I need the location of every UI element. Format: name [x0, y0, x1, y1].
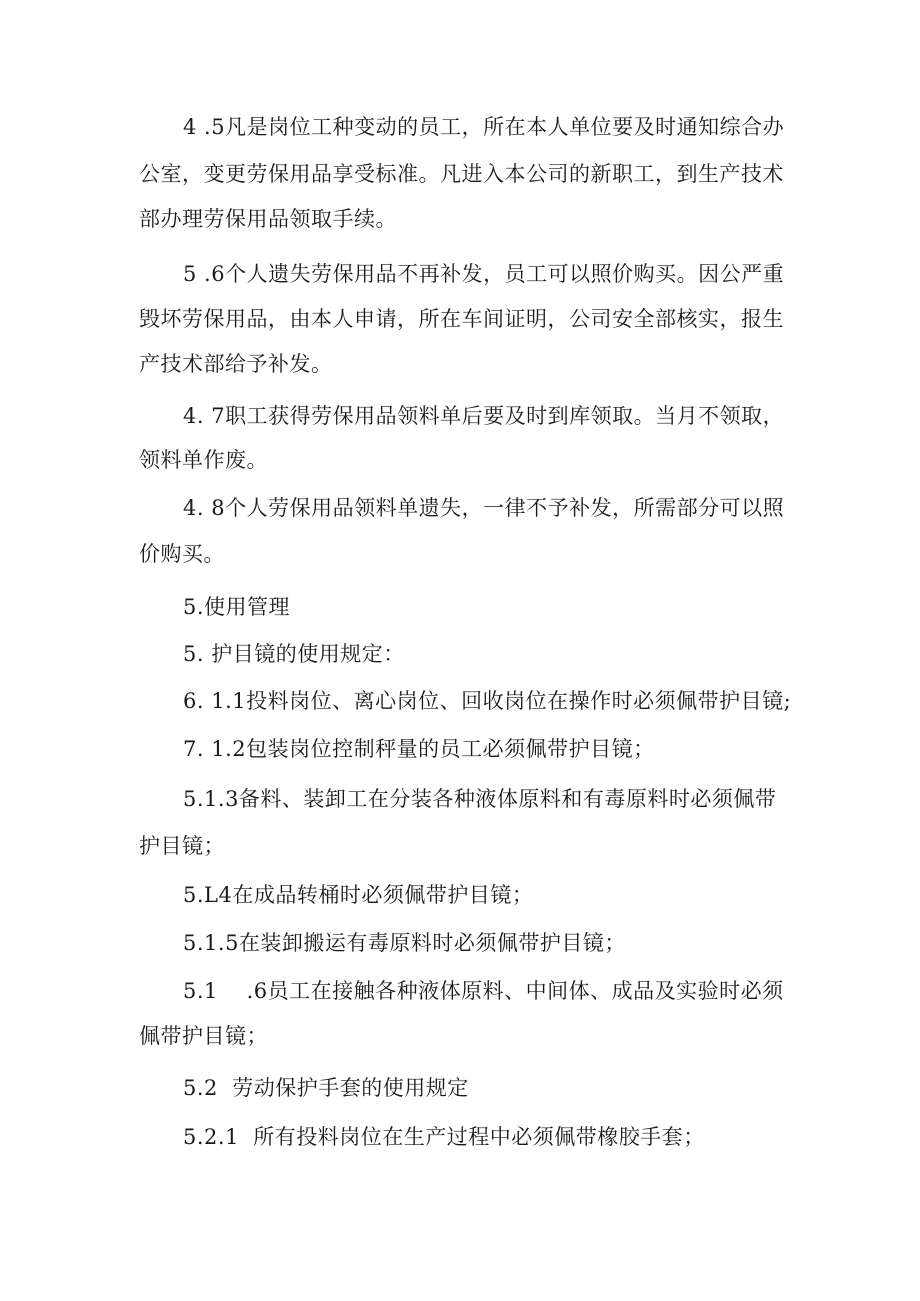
text-line: 护目镜；: [139, 834, 225, 858]
text-line: 5.1.3备料、装卸工在分装各种液体原料和有毒原料时必须佩带: [183, 787, 777, 811]
text-line: 毁坏劳保用品，由本人申请，所在车间证明，公司安全部核实，报生: [139, 307, 784, 331]
section-heading: 5.2 劳动保护手套的使用规定: [183, 1076, 469, 1100]
text-line: 产技术部给予补发。: [139, 352, 333, 376]
text-line: 5. 护目镜的使用规定：: [183, 642, 405, 666]
text-line: 6. 1.1投料岗位、离心岗位、回收岗位在操作时必须佩带护目镜;: [183, 689, 792, 713]
text-line: 4 .5凡是岗位工种变动的员工，所在本人单位要及时通知综合办: [183, 115, 785, 139]
text-line: 价购买。: [139, 542, 225, 566]
text-line: 公室，变更劳保用品享受标准。凡进入本公司的新职工，到生产技术: [139, 162, 784, 186]
text-line: 5.1 .6员工在接触各种液体原料、中间体、成品及实验时必须: [183, 979, 784, 1003]
text-line: 领料单作废。: [139, 448, 268, 472]
text-line: 4. 7职工获得劳保用品领料单后要及时到库领取。当月不领取，: [183, 404, 785, 428]
text-line: 5 .6个人遗失劳保用品不再补发，员工可以照价购买。因公严重: [183, 262, 785, 286]
section-heading: 5.使用管理: [183, 595, 291, 619]
text-line: 5.L4在成品转桶时必须佩带护目镜；: [183, 883, 534, 907]
text-line: 4. 8个人劳保用品领料单遗失，一律不予补发，所需部分可以照: [183, 496, 785, 520]
text-line: 5.1.5在装卸搬运有毒原料时必须佩带护目镜；: [183, 931, 626, 955]
text-line: 部办理劳保用品领取手续。: [139, 207, 397, 231]
text-line: 佩带护目镜；: [139, 1024, 268, 1048]
text-line: 7. 1.2包装岗位控制秤量的员工必须佩带护目镜；: [183, 737, 655, 761]
text-line: 5.2.1 所有投料岗位在生产过程中必须佩带橡胶手套；: [183, 1125, 705, 1149]
